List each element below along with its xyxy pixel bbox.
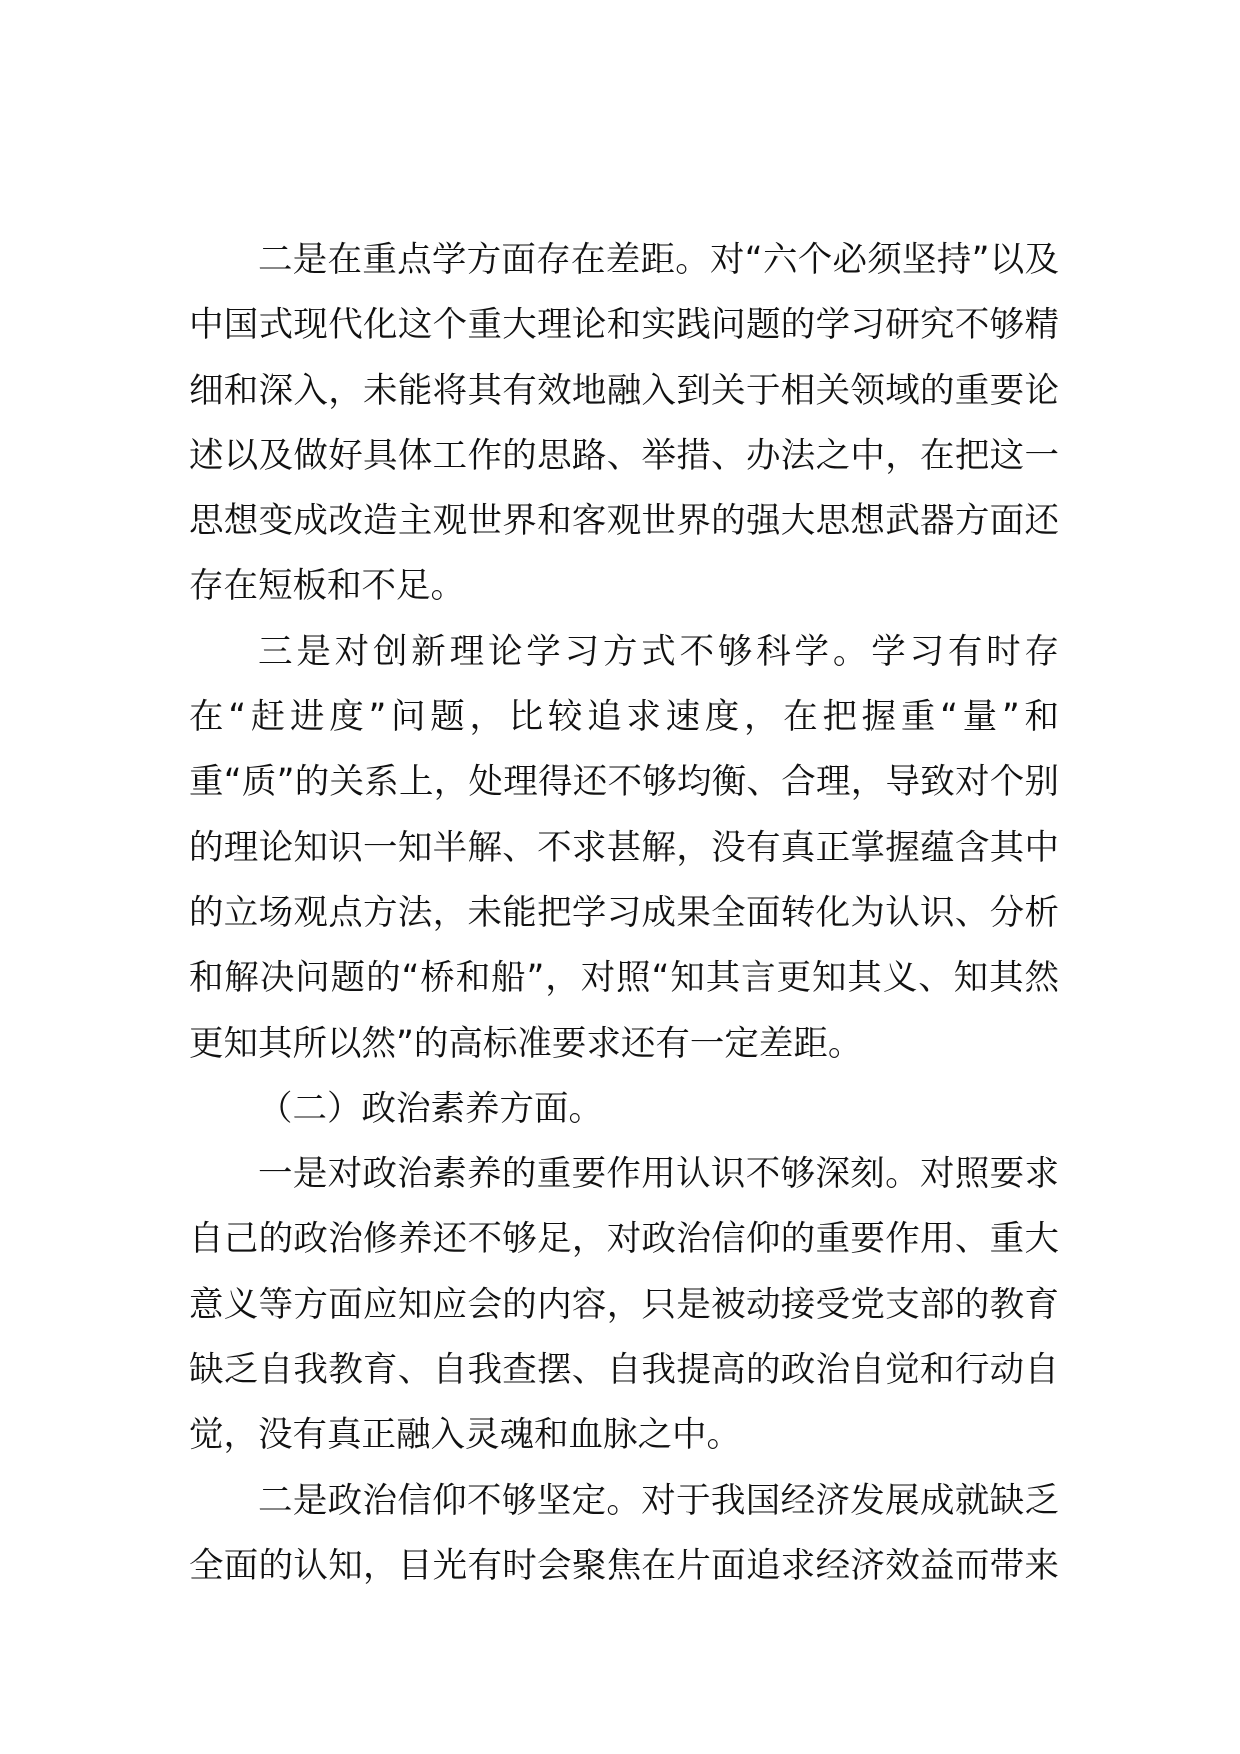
document-body [189, 228, 1059, 1599]
paragraph-key-study-gap: 二是在重点学方面存在差距。对“六个必须坚持”以及中国式现代化这个重大理论和实践问题的学习研究不够精细和深入，未能将其有效地融入到关于相关领域的重要论述以及做好具体工作的思路、举措、办法之中，在把这一思想变成改造主观世界和客观世界的强大思想武器方面还存在短板和不足。 [189, 240, 1059, 607]
section-heading-political-quality: （二）政治素养方面。 [258, 1088, 603, 1129]
paragraph-political-quality-awareness: 一是对政治素养的重要作用认识不够深刻。对照要求自己的政治修养还不够足，对政治信仰的重要作用、重大意义等方面应知应会的内容，只是被动接受党支部的教育缺乏自我教育、自我查摆、自我提高的政治自觉和行动自觉，没有真正融入灵魂和血脉之中。 [189, 1154, 1059, 1456]
paragraph-study-method: 三是对创新理论学习方式不够科学。学习有时存在“赶进度”问题，比较追求速度，在把握重“量”和重“质”的关系上，处理得还不够均衡、合理，导致对个别的理论知识一知半解、不求甚解，没有真正掌握蕴含其中的立场观点方法，未能把学习成果全面转化为认识、分析和解决问题的“桥和船”，对照“知其言更知其义、知其然更知其所以然”的高标准要求还有一定差距。 [189, 631, 1059, 1064]
paragraph-political-belief: 二是政治信仰不够坚定。对于我国经济发展成就缺乏全面的认知，目光有时会聚焦在片面追求经济效益而带来 [189, 1480, 1059, 1586]
